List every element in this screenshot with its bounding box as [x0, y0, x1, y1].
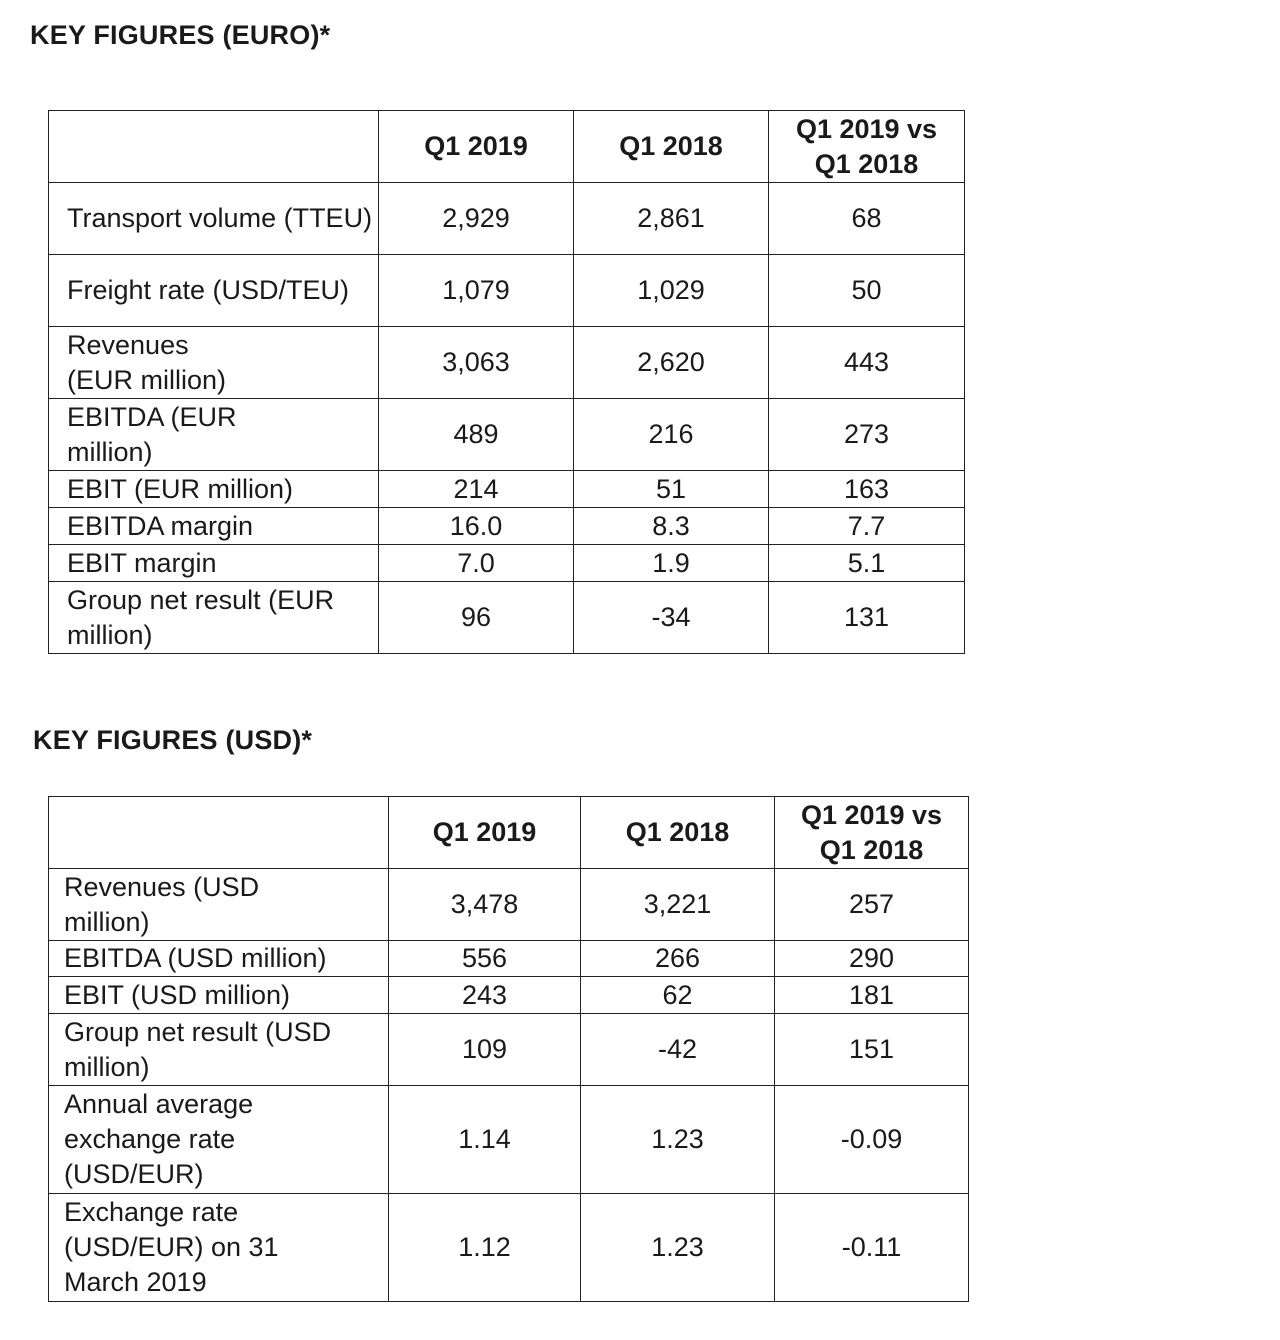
- table-row: [49, 327, 965, 399]
- table-row: [49, 869, 969, 941]
- header-change: Q1 2019 vs Q1 2018: [769, 111, 965, 183]
- header-label-column: [49, 797, 389, 869]
- header-q1-2019: Q1 2019: [379, 111, 574, 183]
- row-label: Freight rate (USD/TEU): [49, 255, 379, 327]
- value-q1-2018: 2,620: [574, 327, 769, 399]
- value-q1-2018: 2,861: [574, 183, 769, 255]
- table-row: [49, 977, 969, 1014]
- value-q1-2019: 1.12: [389, 1194, 581, 1302]
- value-q1-2018: 1.23: [581, 1194, 775, 1302]
- value-change: -0.11: [775, 1194, 969, 1302]
- value-change: 131: [769, 582, 965, 654]
- header-label-column: [49, 111, 379, 183]
- value-q1-2018: 266: [581, 941, 775, 977]
- row-label: Annual average exchange rate (USD/EUR): [49, 1086, 389, 1194]
- value-change: 151: [775, 1014, 969, 1086]
- row-label: EBIT (EUR million): [49, 471, 379, 508]
- value-change: 68: [769, 183, 965, 255]
- table-row: [49, 1086, 969, 1194]
- value-q1-2019: 243: [389, 977, 581, 1014]
- key-figures-euro-table: [48, 110, 965, 654]
- value-q1-2018: -42: [581, 1014, 775, 1086]
- value-q1-2019: 214: [379, 471, 574, 508]
- row-label: Transport volume (TTEU): [49, 183, 379, 255]
- value-change: 163: [769, 471, 965, 508]
- value-q1-2018: 1,029: [574, 255, 769, 327]
- value-change: 443: [769, 327, 965, 399]
- header-q1-2019: Q1 2019: [389, 797, 581, 869]
- value-q1-2018: 1.23: [581, 1086, 775, 1194]
- value-change: 7.7: [769, 508, 965, 545]
- header-change: Q1 2019 vs Q1 2018: [775, 797, 969, 869]
- value-q1-2018: 1.9: [574, 545, 769, 582]
- value-q1-2019: 1,079: [379, 255, 574, 327]
- row-label: EBITDA (USD million): [49, 941, 389, 977]
- table-row: [49, 255, 965, 327]
- value-q1-2019: 3,478: [389, 869, 581, 941]
- value-change: 257: [775, 869, 969, 941]
- value-change: 290: [775, 941, 969, 977]
- value-q1-2019: 556: [389, 941, 581, 977]
- row-label: EBIT (USD million): [49, 977, 389, 1014]
- table-row: [49, 508, 965, 545]
- value-q1-2018: 62: [581, 977, 775, 1014]
- table-row: [49, 1014, 969, 1086]
- value-q1-2019: 489: [379, 399, 574, 471]
- row-label: EBITDA margin: [49, 508, 379, 545]
- row-label: EBIT margin: [49, 545, 379, 582]
- usd-section-title: KEY FIGURES (USD)*: [33, 725, 313, 755]
- value-change: 5.1: [769, 545, 965, 582]
- table-row: [49, 582, 965, 654]
- value-q1-2019: 1.14: [389, 1086, 581, 1194]
- value-q1-2019: 3,063: [379, 327, 574, 399]
- value-q1-2019: 96: [379, 582, 574, 654]
- row-label: Revenues (EUR million): [49, 327, 379, 399]
- row-label: Revenues (USD million): [49, 869, 389, 941]
- row-label: Group net result (EUR million): [49, 582, 379, 654]
- table-row: [49, 471, 965, 508]
- value-q1-2018: 216: [574, 399, 769, 471]
- table-header-row: [49, 111, 965, 183]
- value-q1-2019: 2,929: [379, 183, 574, 255]
- row-label: Exchange rate (USD/EUR) on 31 March 2019: [49, 1194, 389, 1302]
- value-change: 273: [769, 399, 965, 471]
- value-change: 181: [775, 977, 969, 1014]
- value-q1-2018: 8.3: [574, 508, 769, 545]
- table-row: [49, 399, 965, 471]
- value-change: -0.09: [775, 1086, 969, 1194]
- value-q1-2019: 109: [389, 1014, 581, 1086]
- value-q1-2018: 51: [574, 471, 769, 508]
- table-row: [49, 183, 965, 255]
- value-change: 50: [769, 255, 965, 327]
- row-label: EBITDA (EUR million): [49, 399, 379, 471]
- value-q1-2019: 7.0: [379, 545, 574, 582]
- euro-section-title: KEY FIGURES (EURO)*: [30, 20, 331, 50]
- table-header-row: [49, 797, 969, 869]
- value-q1-2018: -34: [574, 582, 769, 654]
- table-row: [49, 1194, 969, 1302]
- table-row: [49, 545, 965, 582]
- row-label: Group net result (USD million): [49, 1014, 389, 1086]
- header-q1-2018: Q1 2018: [574, 111, 769, 183]
- table-row: [49, 941, 969, 977]
- value-q1-2019: 16.0: [379, 508, 574, 545]
- key-figures-usd-table: [48, 796, 969, 1302]
- header-q1-2018: Q1 2018: [581, 797, 775, 869]
- value-q1-2018: 3,221: [581, 869, 775, 941]
